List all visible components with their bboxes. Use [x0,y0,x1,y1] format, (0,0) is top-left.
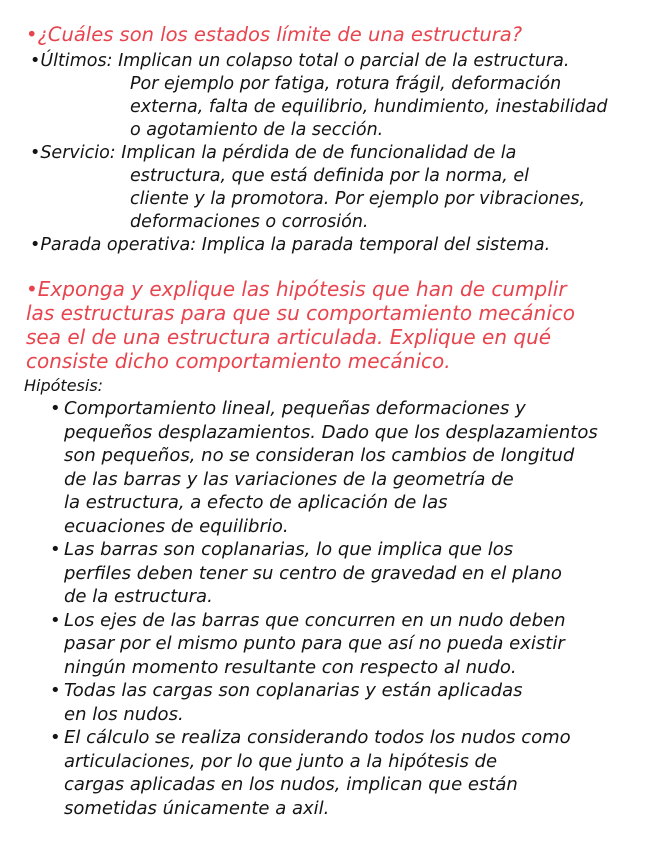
hipotesis-item-1 [50,397,598,538]
estado-servicio-line-3: cliente y la promotora. Por ejemplo por vibraciones, [130,189,586,209]
bullet: • [50,609,61,631]
question-2-line-1: •Exponga y explique las hipótesis que han de cumplir [26,277,567,301]
estado-parada-term: •Parada operativa: [30,235,197,255]
hipotesis-5-line-4: sometidas únicamente a axil. [64,797,330,819]
hipotesis-1-line-2: pequeños desplazamientos. Dado que los desplazamientos [64,421,598,443]
hipotesis-5-line-3: cargas aplicadas en los nudos, implican que están [64,774,518,795]
estado-ultimos-line-1: Implican un colapso total o parcial de la estructura. [118,51,570,71]
estado-servicio-term: •Servicio: [30,143,116,163]
hipotesis-3-line-2: pasar por el mismo punto para que así no pueda existir [64,633,565,654]
hipotesis-item-3 [50,609,598,680]
hipotesis-3-line-3: ningún momento resultante con respecto al nudo. [64,656,517,678]
hipotesis-1-line-3: son pequeños, no se consideran los cambios de longitud [64,445,575,466]
hipotesis-list [50,397,598,820]
hipotesis-4-line-1: Todas las cargas son coplanarias y están aplicadas [64,680,523,701]
bullet: • [50,539,61,560]
estado-ultimos-line-2: Por ejemplo por fatiga, rotura frágil, deformación [130,74,562,94]
hipotesis-1-line-6: ecuaciones de equilibrio. [64,515,289,537]
bullet: • [50,398,61,419]
hipotesis-4-line-2: en los nudos. [64,703,184,725]
hipotesis-item-2 [50,538,598,609]
estado-servicio-line-2: estructura, que está definida por la norma, el [130,166,529,186]
estado-servicio [30,142,585,234]
estado-servicio-line-1: Implican la pérdida de de funcionalidad de la [121,143,517,163]
hipotesis-2-line-2: perfiles deben tener su centro de gravedad en el plano [64,562,562,584]
bullet: • [50,727,61,748]
hipotesis-2-line-3: de la estructura. [64,586,213,607]
estado-ultimos-line-3: externa, falta de equilibrio, hundimiento, inestabilidad [130,97,608,117]
hipotesis-3-line-1: Los ejes de las barras que concurren en un nudo deben [64,609,566,631]
estado-parada-line-1: Implica la parada temporal del sistema. [201,235,551,255]
estado-ultimos-term: •Últimos: [30,51,113,71]
hipotesis-label: Hipótesis: [24,376,104,395]
estado-servicio-line-4: deformaciones o corrosión. [130,212,369,232]
hipotesis-5-line-2: articulaciones, por lo que junto a la hipótesis de [64,750,498,772]
hipotesis-item-5 [50,726,598,820]
estado-ultimos [30,50,608,142]
question-1-title: •¿Cuáles son los estados límite de una estructura? [26,23,523,46]
estado-parada [30,234,550,257]
question-2 [26,277,575,373]
question-2-line-2: las estructuras para que su comportamiento mecánico [26,301,576,325]
hipotesis-item-4 [50,679,598,726]
question-2-line-4: consiste dicho comportamiento mecánico. [26,349,451,373]
question-2-line-3: sea el de una estructura articulada. Explique en qué [26,325,552,349]
hipotesis-2-line-1: Las barras son coplanarias, lo que implica que los [64,539,514,560]
hipotesis-1-line-4: de las barras y las variaciones de la geometría de [64,468,514,490]
bullet: • [50,680,61,701]
hipotesis-1-line-1: Comportamiento lineal, pequeñas deformaciones y [64,398,526,419]
hipotesis-1-line-5: la estructura, a efecto de aplicación de las [64,492,448,513]
hipotesis-5-line-1: El cálculo se realiza considerando todos los nudos como [64,727,571,748]
estado-ultimos-line-4: o agotamiento de la sección. [130,120,384,140]
